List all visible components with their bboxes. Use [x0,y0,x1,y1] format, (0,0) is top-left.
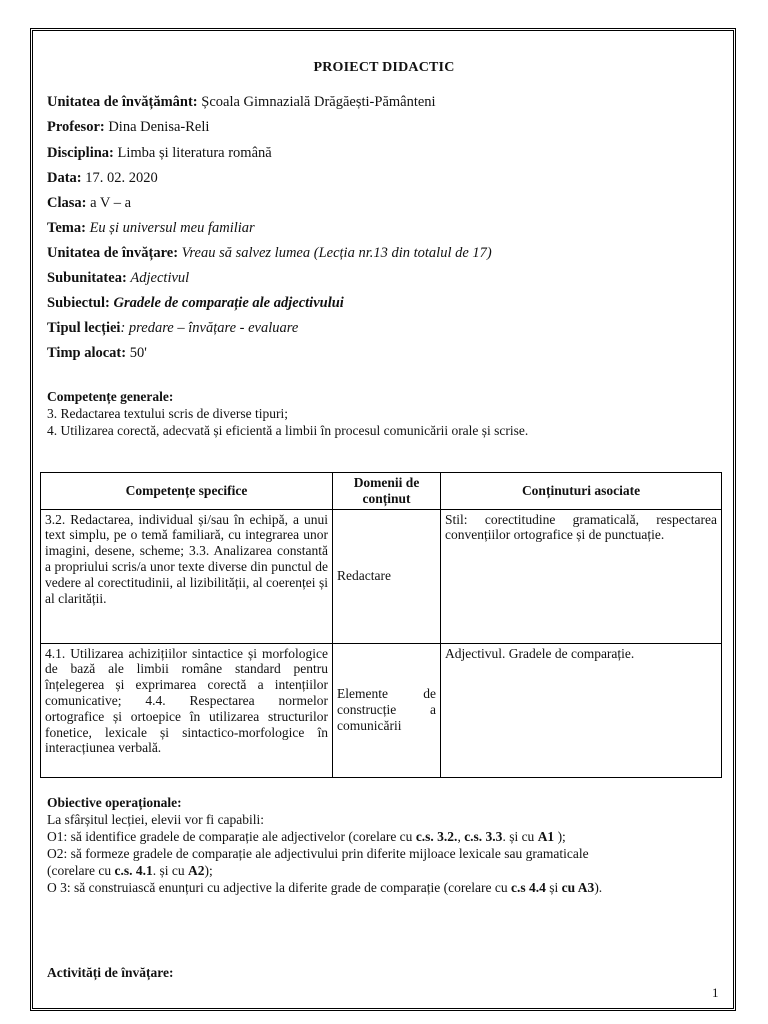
field-profesor: Profesor: Dina Denisa-Reli [47,119,210,135]
obiectiv-o3: O 3: să construiască enunțuri cu adjective la diferite grade de comparație (corelare cu c.s 4.4 și cu A3). [47,880,603,895]
header-continuturi-asociate: Conținuturi asociate [441,473,722,510]
cell-competente-2: 4.1. Utilizarea achizițiilor sintactice și morfologice de bază ale limbii române standard pentru înțelegerea și exprimarea corectă a intențiilor comunicative; 4.4. Respectarea normelor ortografice și ortoepice în utilizarea structurilor fonetice, lexicale și sintactico-morfologice în interacțiunea verbală. [41,643,333,777]
competenta-generala-4: 4. Utilizarea corectă, adecvată și eficientă a limbii în procesul comunicării orale și scrise. [47,423,529,438]
header-domenii-continut: Domenii de conținut [333,473,441,510]
field-clasa: Clasa: a V – a [47,195,132,211]
cell-continut-1: Stil: corectitudine gramaticală, respectarea convențiilor ortografice și de punctuație. [441,509,722,643]
obiectiv-o2: O2: să formeze gradele de comparație ale adjectivului prin diferite mijloace lexicale sau gramaticale [47,846,589,861]
obiective-heading: Obiective operaționale: [47,795,182,810]
cell-continut-2: Adjectivul. Gradele de comparație. [441,643,722,777]
competenta-generala-3: 3. Redactarea textului scris de diverse tipuri; [47,406,289,421]
table-row [41,509,722,643]
obiective-intro: La sfârșitul lecției, elevii vor fi capabili: [47,812,265,827]
competente-table [40,472,722,778]
table-row [41,643,722,777]
document-title: PROIECT DIDACTIC [313,60,455,75]
cell-competente-1: 3.2. Redactarea, individual și/sau în echipă, a unui text simplu, pe o temă familiară, cu integrarea unor imagini, desene, scheme; 3.3. Analizarea constantă a propriului scris/a unor texte diverse din punctul de vedere al corectitudinii, al lizibilității, al coerenței și al clarității. [41,509,333,643]
field-tipul-lectiei: Tipul lecției: predare – învățare - evaluare [47,320,299,336]
field-disciplina: Disciplina: Limba și literatura română [47,145,272,161]
obiectiv-o2-corelare: (corelare cu c.s. 4.1. și cu A2); [47,863,213,878]
obiective-operationale [47,794,602,896]
table-header-row [41,473,722,510]
header-competente-specifice: Competențe specifice [41,473,333,510]
field-tema: Tema: Eu și universul meu familiar [47,220,255,236]
cell-domeniu-1: Redactare [333,509,441,643]
cell-domeniu-2: Elemente de construcție a comunicării [333,643,441,777]
competente-generale [47,388,528,439]
field-subunitatea: Subunitatea: Adjectivul [47,270,190,286]
field-subiectul: Subiectul: Gradele de comparație ale adjectivului [47,295,344,311]
page-number: 1 [712,985,719,1000]
activitati-heading: Activități de învățare: [47,965,174,980]
field-data: Data: 17. 02. 2020 [47,170,158,186]
field-unitatea-invatare: Unitatea de învățare: Vreau să salvez lumea (Lecția nr.13 din totalul de 17) [47,245,492,261]
competente-generale-heading: Competențe generale: [47,389,174,404]
field-timp-alocat: Timp alocat: 50' [47,345,147,361]
field-unitatea-invatamant: Unitatea de învățământ: Școala Gimnazială Drăgăești-Pământeni [47,94,436,110]
obiectiv-o1: O1: să identifice gradele de comparație ale adjectivelor (corelare cu c.s. 3.2., c.s. 3.3. și cu A1 ); [47,829,566,844]
